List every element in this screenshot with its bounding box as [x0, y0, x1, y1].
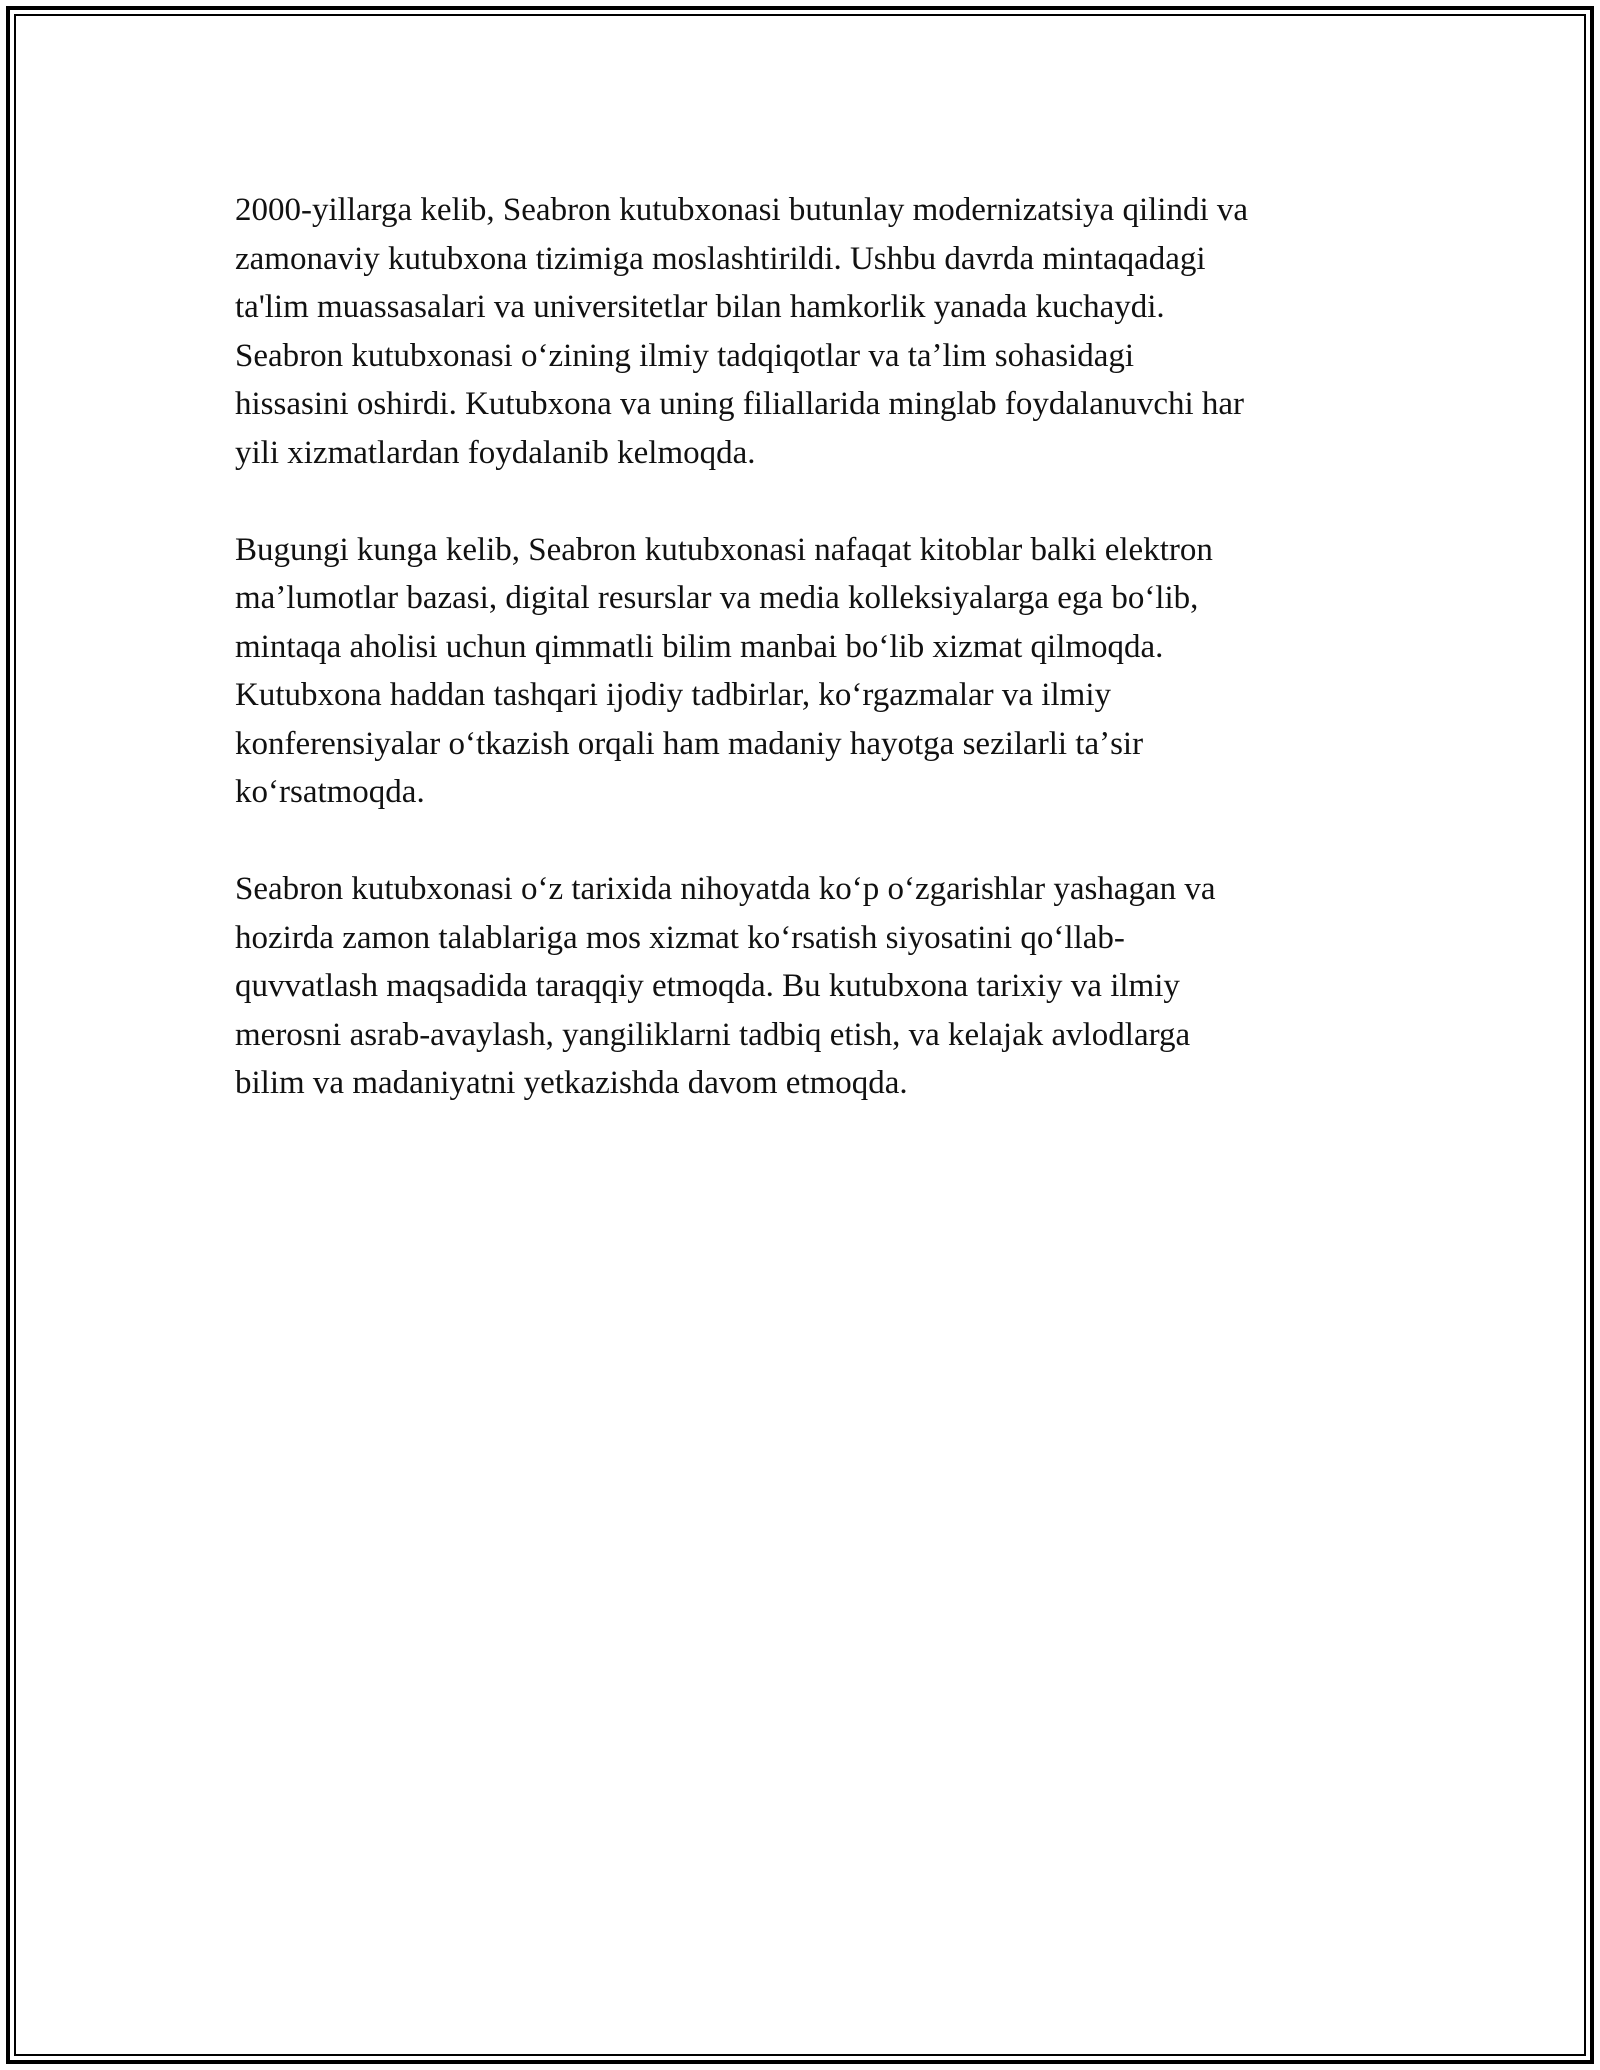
paragraph-3: Seabron kutubxonasi oʻz tarixida nihoyatda koʻp oʻzgarishlar yashagan va hozirda zamon talablariga mos xizmat koʻrsatish siyosatini qoʻllab- quvvatlash maqsadida taraqqiy etmoqda. Bu kutubxona tarixiy va ilmiy merosni asrab-avaylash, yangiliklarni tadbiq etish, va kelajak avlodlarga bilim va madaniyatni yetkazishda davom etmoqda. [235, 871, 1216, 1101]
paragraph-2: Bugungi kunga kelib, Seabron kutubxonasi nafaqat kitoblar balki elektron maʼlumotlar bazasi, digital resurslar va media kolleksiyalarga ega boʻlib, mintaqa aholisi uchun qimmatli bilim manbai boʻlib xizmat qilmoqda. Kutubxona haddan tashqari ijodiy tadbirlar, koʻrgazmalar va ilmiy konferensiyalar oʻtkazish orqali ham madaniy hayotga sezilarli taʼsir koʻrsatmoqda. [235, 531, 1213, 810]
paragraph-1: 2000-yillarga kelib, Seabron kutubxonasi butunlay modernizatsiya qilindi va zamonaviy kutubxona tizimiga moslashtirildi. Ushbu davrda mintaqadagi ta'lim muassasalari va universitetlar bilan hamkorlik yanada kuchaydi. Seabron kutubxonasi oʻzining ilmiy tadqiqotlar va taʼlim sohasidagi hissasini oshirdi. Kutubxona va uning filiallarida minglab foydalanuvchi har yili xizmatlardan foydalanib kelmoqda. [235, 192, 1249, 471]
document-body [235, 186, 1385, 1156]
